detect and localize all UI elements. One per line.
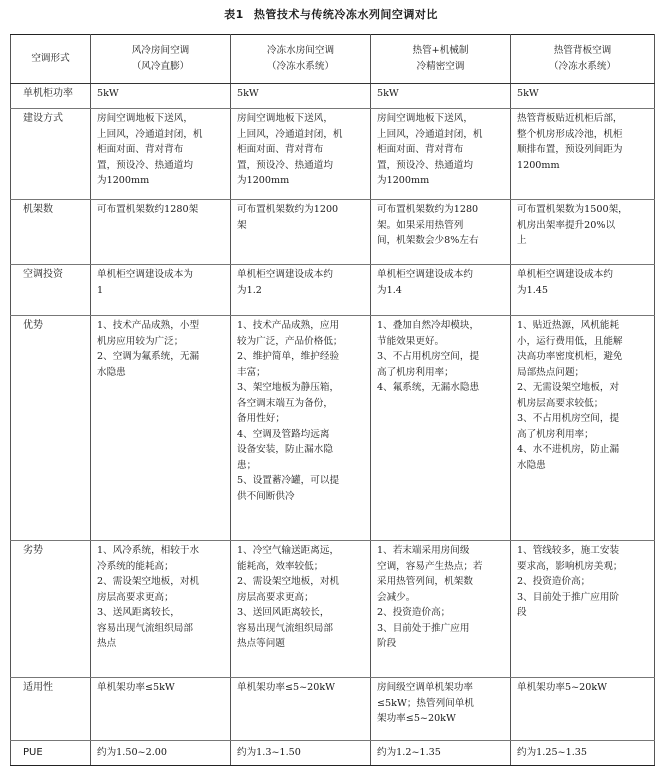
cell-text-line: 上回风，冷通道封闭，机 [377, 128, 483, 140]
cell-text-line: 1、若末端采用房间级 [377, 545, 470, 556]
table-cell [511, 678, 655, 741]
cell-text-line: 可布置机架数为1500架， [517, 204, 628, 215]
cell-text-line: 段 [517, 607, 527, 619]
table-cell [511, 541, 655, 678]
cell-text-line: 约为1.3~1.50 [237, 747, 301, 759]
row-label: 劣势 [11, 541, 91, 678]
cell-text-line: 3、送回风距离较长， [237, 607, 330, 619]
cell-text-line: 节能效果更好。 [377, 335, 445, 347]
cell-text-line: 设备安装，防止漏水隐 [237, 444, 333, 456]
table-number: 表1 [224, 8, 244, 21]
header-chilled-water-room-ac: 冷冻水房间空调 （冷冻水系统） [231, 35, 371, 84]
cell-text-line: 决高功率密度机柜，避免 [517, 351, 623, 363]
cell-text-line: 房间空调地板下送风， [377, 113, 473, 124]
cell-text-line: 3、不占用机房空间，提 [377, 351, 480, 363]
cell-text-line: 1、技术产品成熟，应用 [237, 320, 340, 331]
cell-text-line: 较为广泛，产品价格低； [237, 335, 343, 347]
table-cell [371, 109, 511, 200]
table-cell [511, 109, 655, 200]
cell-text-line: 1、技术产品成熟，小型 [97, 320, 200, 331]
cell-text-line: 柜面对面、背对背布 [97, 144, 184, 156]
cell-text-line: 房间空调地板下送风， [97, 113, 193, 124]
row-label: 单机柜功率 [11, 84, 91, 109]
cell-text-line: 顺排布置，预设列间距为 [517, 144, 623, 156]
cell-text-line: 置，预设冷、热通道均 [237, 159, 333, 171]
table-cell [91, 109, 231, 200]
table-cell [371, 200, 511, 265]
cell-text-line: 5、设置蓄冷罐，可以提 [237, 475, 340, 487]
cell-text-line: 上回风，冷通道封闭，机 [237, 128, 343, 140]
cell-text-line: 2、空调为氟系统，无漏 [97, 351, 200, 363]
cell-text-line: 容易出现气流组织局部 [237, 622, 333, 634]
table-cell [91, 541, 231, 678]
cell-text-line: 5kW [377, 88, 399, 99]
cell-text-line: 为1.4 [377, 284, 402, 296]
cell-text-line: 为1200mm [97, 175, 150, 187]
table-cell [511, 316, 655, 541]
cell-text-line: 高了机房利用率； [377, 366, 454, 378]
header-corner: 空调形式 [11, 35, 91, 84]
cell-text-line: 阶段 [377, 638, 397, 650]
table-cell [371, 316, 511, 541]
cell-text-line: 3、目前处于推广应用 [377, 622, 470, 634]
cell-text-line: 4、水不进机房，防止漏 [517, 444, 620, 456]
row-applicability [11, 678, 655, 741]
cell-text-line: 3、送风距离较长， [97, 607, 180, 619]
cell-text-line: 3、不占用机房空间，提 [517, 413, 620, 425]
table-cell [371, 84, 511, 109]
cell-text-line: 机房层高要求较低； [517, 397, 604, 409]
row-label: 适用性 [11, 678, 91, 741]
row-ac-investment [11, 265, 655, 316]
cell-text-line: 空调，容易产生热点；若 [377, 560, 483, 572]
cell-text-line: 热点 [97, 638, 117, 650]
table-cell [231, 200, 371, 265]
cell-text-line: 单机架功率5~20kW [517, 682, 607, 693]
table-cell [91, 678, 231, 741]
table-cell [511, 741, 655, 766]
cell-text-line: 单机柜空调建设成本约 [517, 269, 613, 280]
cell-text-line: 会减少。 [377, 591, 416, 603]
cell-text-line: 5kW [237, 88, 259, 99]
cell-text-line: 架功率≤5~20kW [377, 713, 456, 725]
cell-text-line: 机房应用较为广泛； [97, 335, 184, 347]
row-label: 空调投资 [11, 265, 91, 316]
cell-text-line: 能耗高，效率较低； [237, 560, 324, 572]
cell-text-line: 4、氟系统，无漏水隐患 [377, 382, 480, 394]
cell-text-line: 1200mm [517, 159, 560, 171]
row-construction [11, 109, 655, 200]
cell-text-line: 要求高，影响机房美观； [517, 560, 623, 572]
cell-text-line: 单机架功率≤5kW [97, 682, 175, 693]
cell-text-line: 房间空调地板下送风， [237, 113, 333, 124]
cell-text-line: 上 [517, 235, 527, 247]
table-cell [231, 741, 371, 766]
cell-text-line: 为1200mm [237, 175, 290, 187]
cell-text-line: 冷系统的能耗高； [97, 560, 174, 572]
cell-text-line: 备用性好； [237, 413, 285, 425]
table-cell [511, 84, 655, 109]
cell-text-line: 水隐患 [517, 459, 546, 471]
header-row [11, 35, 655, 84]
table-cell [231, 678, 371, 741]
table-cell [511, 265, 655, 316]
table-cell [371, 678, 511, 741]
table-cell [511, 200, 655, 265]
cell-text-line: 热点等问题 [237, 638, 285, 650]
cell-text-line: 整个机房形成冷池，机柜 [517, 128, 623, 140]
cell-text-line: 置，预设冷、热通道均 [377, 159, 473, 171]
cell-text-line: 局部热点问题； [517, 366, 585, 378]
cell-text-line: 上回风，冷通道封闭，机 [97, 128, 203, 140]
table-title: 热管技术与传统冷冻水列间空调对比 [253, 8, 438, 21]
cell-text-line: 间，机架数会少8%左右 [377, 235, 479, 247]
cell-text-line: 热管背板贴近机柜后部， [517, 113, 623, 124]
cell-text-line: 容易出现气流组织局部 [97, 622, 193, 634]
cell-text-line: ≤5kW；热管列间单机 [377, 697, 474, 709]
cell-text-line: 高了机房利用率； [517, 428, 594, 440]
cell-text-line: 单机柜空调建设成本为 [97, 269, 193, 280]
table-cell [231, 541, 371, 678]
cell-text-line: 各空调末端互为备份， [237, 397, 333, 409]
cell-text-line: 单机架功率≤5~20kW [237, 682, 336, 693]
cell-text-line: 2、需设架空地板，对机 [237, 576, 340, 588]
cell-text-line: 1、贴近热源，风机能耗 [517, 320, 620, 331]
table-cell [371, 265, 511, 316]
row-disadvantages [11, 541, 655, 678]
table-cell [231, 109, 371, 200]
cell-text-line: 房层高要求更高； [237, 591, 314, 603]
row-rack-power [11, 84, 655, 109]
row-label: 优势 [11, 316, 91, 541]
table-caption [0, 6, 662, 22]
cell-text-line: 水隐患 [97, 366, 126, 378]
cell-text-line: 可布置机架数约为1200 [237, 204, 339, 215]
cell-text-line: 架。如果采用热管列 [377, 219, 464, 231]
cell-text-line: 为1.2 [237, 284, 262, 296]
cell-text-line: 单机柜空调建设成本约 [377, 269, 473, 280]
cell-text-line: 为1.45 [517, 284, 548, 296]
table-cell [371, 541, 511, 678]
cell-text-line: 2、投资造价高； [377, 607, 451, 619]
cell-text-line: 1、管线较多，施工安装 [517, 545, 620, 556]
table-cell [231, 265, 371, 316]
row-label: 建设方式 [11, 109, 91, 200]
cell-text-line: 1、叠加自然冷却模块， [377, 320, 480, 331]
cell-text-line: 架 [237, 219, 247, 231]
cell-text-line: 2、需设架空地板，对机 [97, 576, 200, 588]
cell-text-line: 约为1.25~1.35 [517, 747, 587, 759]
header-air-cooled-room-ac: 风冷房间空调 （风冷直膨） [91, 35, 231, 84]
cell-text-line: 单机柜空调建设成本约 [237, 269, 333, 280]
cell-text-line: 2、维护简单，维护经验 [237, 351, 340, 363]
header-heat-pipe-backplane-ac: 热管背板空调 （冷冻水系统） [511, 35, 655, 84]
row-pue [11, 741, 655, 766]
cell-text-line: 房层高要求更高； [97, 591, 174, 603]
cell-text-line: 供不间断供冷 [237, 490, 295, 502]
cell-text-line: 置，预设冷、热通道均 [97, 159, 193, 171]
header-heat-pipe-mechanical-ac: 热管+机械制 冷精密空调 [371, 35, 511, 84]
table-cell [371, 741, 511, 766]
cell-text-line: 5kW [97, 88, 119, 99]
cell-text-line: 约为1.2~1.35 [377, 747, 441, 759]
cell-text-line: 柜面对面、背对背布 [237, 144, 324, 156]
cell-text-line: 2、无需设架空地板，对 [517, 382, 620, 394]
cell-text-line: 4、空调及管路均远离 [237, 428, 330, 440]
cell-text-line: 3、目前处于推广应用阶 [517, 591, 620, 603]
row-rack-count [11, 200, 655, 265]
row-advantages [11, 316, 655, 541]
cell-text-line: 丰富； [237, 366, 266, 378]
cell-text-line: 可布置机架数约为1280 [377, 204, 479, 215]
cell-text-line: 柜面对面、背对背布 [377, 144, 464, 156]
row-label: PUE [11, 741, 91, 766]
cell-text-line: 1 [97, 284, 104, 296]
table-cell [231, 316, 371, 541]
cell-text-line: 房间级空调单机架功率 [377, 682, 473, 693]
cell-text-line: 小，运行费用低，且能解 [517, 335, 623, 347]
table-cell [91, 84, 231, 109]
cell-text-line: 采用热管列间，机架数 [377, 576, 473, 588]
row-label: 机架数 [11, 200, 91, 265]
table-cell [231, 84, 371, 109]
table-cell [91, 200, 231, 265]
cell-text-line: 患； [237, 459, 257, 471]
table-cell [91, 265, 231, 316]
cell-text-line: 约为1.50~2.00 [97, 747, 167, 759]
comparison-table [10, 34, 655, 766]
cell-text-line: 2、投资造价高； [517, 576, 591, 588]
cell-text-line: 1、风冷系统，相较于水 [97, 545, 200, 556]
cell-text-line: 1、冷空气输送距离远， [237, 545, 340, 556]
cell-text-line: 3、架空地板为静压箱， [237, 382, 340, 394]
cell-text-line: 机房出架率提升20%以 [517, 219, 616, 231]
cell-text-line: 为1200mm [377, 175, 430, 187]
table-cell [91, 741, 231, 766]
cell-text-line: 5kW [517, 88, 539, 99]
cell-text-line: 可布置机架数约1280架 [97, 204, 199, 215]
table-cell [91, 316, 231, 541]
